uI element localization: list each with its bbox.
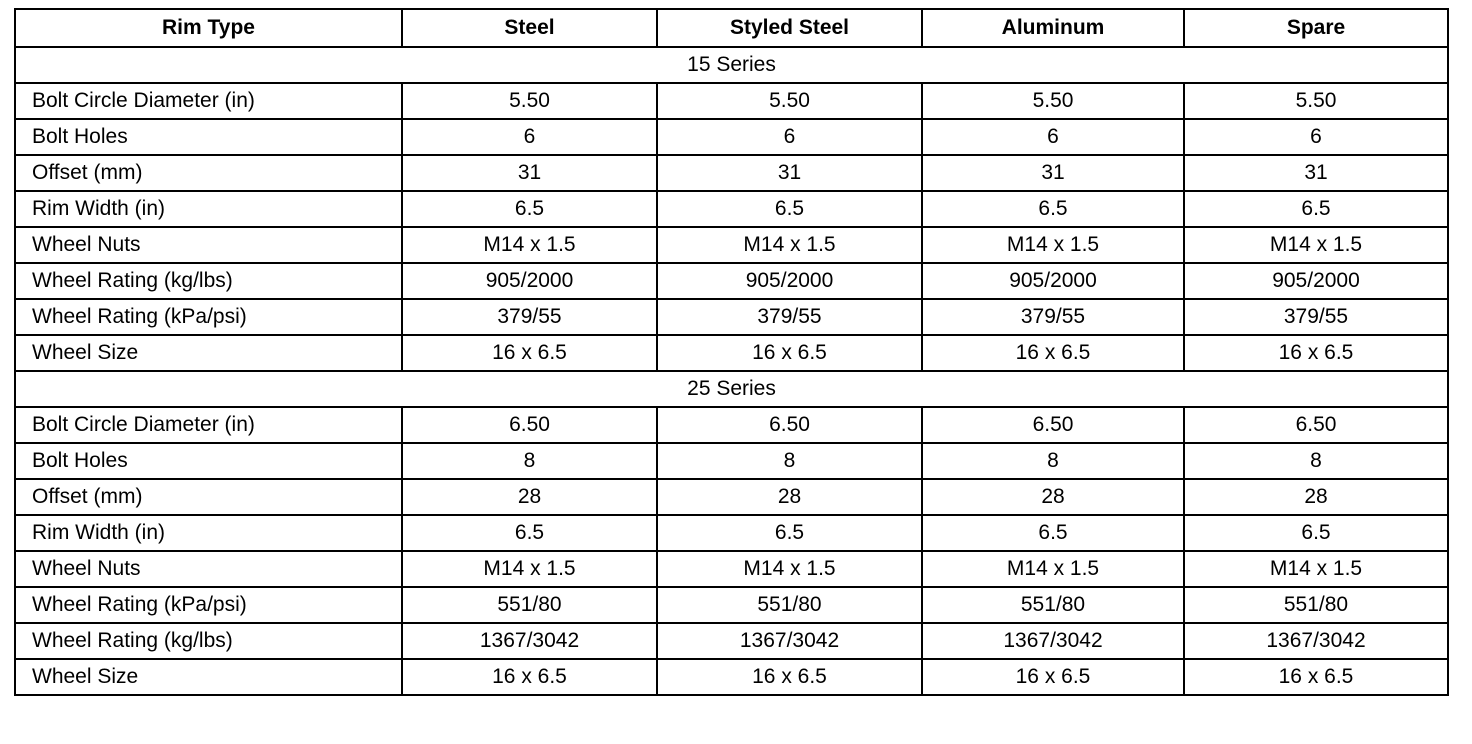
rim-spec-table [14,8,1449,696]
value-cell: 6.5 [1184,191,1448,227]
value-cell: 6.50 [402,407,657,443]
value-cell: 6.5 [1184,515,1448,551]
value-cell: M14 x 1.5 [657,551,922,587]
value-cell: 551/80 [402,587,657,623]
table-row [15,155,1448,191]
table-row [15,407,1448,443]
value-cell: 6.5 [402,515,657,551]
table-row [15,119,1448,155]
header-cell-spare: Spare [1184,9,1448,47]
value-cell: 5.50 [402,83,657,119]
value-cell: 905/2000 [402,263,657,299]
value-cell: 5.50 [922,83,1184,119]
section-row [15,47,1448,83]
table-row [15,659,1448,695]
value-cell: 5.50 [1184,83,1448,119]
value-cell: 16 x 6.5 [1184,335,1448,371]
value-cell: 16 x 6.5 [657,335,922,371]
row-label: Wheel Rating (kPa/psi) [15,299,402,335]
table-row [15,551,1448,587]
value-cell: 16 x 6.5 [402,335,657,371]
value-cell: 6.50 [922,407,1184,443]
value-cell: 16 x 6.5 [1184,659,1448,695]
value-cell: M14 x 1.5 [1184,551,1448,587]
table-row [15,227,1448,263]
header-cell-aluminum: Aluminum [922,9,1184,47]
value-cell: M14 x 1.5 [922,227,1184,263]
row-label: Wheel Nuts [15,227,402,263]
value-cell: 551/80 [1184,587,1448,623]
row-label: Wheel Size [15,335,402,371]
value-cell: 6.50 [1184,407,1448,443]
table-row [15,479,1448,515]
value-cell: 28 [402,479,657,515]
row-label: Bolt Holes [15,119,402,155]
value-cell: M14 x 1.5 [402,227,657,263]
value-cell: 8 [922,443,1184,479]
table-row [15,587,1448,623]
table-row [15,335,1448,371]
header-cell-rim-type: Rim Type [15,9,402,47]
value-cell: M14 x 1.5 [1184,227,1448,263]
row-label: Rim Width (in) [15,515,402,551]
table-row [15,443,1448,479]
value-cell: 6 [1184,119,1448,155]
value-cell: 6.5 [657,515,922,551]
value-cell: 16 x 6.5 [922,335,1184,371]
value-cell: 379/55 [657,299,922,335]
value-cell: 16 x 6.5 [922,659,1184,695]
table-row [15,83,1448,119]
value-cell: 6 [402,119,657,155]
row-label: Offset (mm) [15,155,402,191]
value-cell: 1367/3042 [402,623,657,659]
table-row [15,623,1448,659]
table-body [15,47,1448,695]
value-cell: 5.50 [657,83,922,119]
value-cell: 1367/3042 [657,623,922,659]
section-title: 25 Series [15,371,1448,407]
value-cell: M14 x 1.5 [402,551,657,587]
row-label: Bolt Circle Diameter (in) [15,83,402,119]
row-label: Rim Width (in) [15,191,402,227]
value-cell: 551/80 [657,587,922,623]
value-cell: M14 x 1.5 [657,227,922,263]
row-label: Wheel Size [15,659,402,695]
value-cell: 8 [402,443,657,479]
row-label: Wheel Rating (kg/lbs) [15,263,402,299]
section-row [15,371,1448,407]
row-label: Wheel Rating (kg/lbs) [15,623,402,659]
value-cell: 28 [1184,479,1448,515]
row-label: Wheel Rating (kPa/psi) [15,587,402,623]
value-cell: 6.5 [402,191,657,227]
header-row [15,9,1448,47]
value-cell: 551/80 [922,587,1184,623]
row-label: Offset (mm) [15,479,402,515]
header-cell-steel: Steel [402,9,657,47]
section-title: 15 Series [15,47,1448,83]
value-cell: 8 [1184,443,1448,479]
value-cell: 6.5 [657,191,922,227]
row-label: Wheel Nuts [15,551,402,587]
value-cell: 28 [922,479,1184,515]
value-cell: M14 x 1.5 [922,551,1184,587]
value-cell: 379/55 [922,299,1184,335]
table-row [15,191,1448,227]
header-cell-styled-steel: Styled Steel [657,9,922,47]
value-cell: 6.5 [922,515,1184,551]
value-cell: 905/2000 [922,263,1184,299]
table-row [15,263,1448,299]
table-row [15,299,1448,335]
value-cell: 905/2000 [657,263,922,299]
value-cell: 1367/3042 [1184,623,1448,659]
value-cell: 6 [657,119,922,155]
value-cell: 6 [922,119,1184,155]
value-cell: 31 [1184,155,1448,191]
value-cell: 31 [402,155,657,191]
value-cell: 8 [657,443,922,479]
row-label: Bolt Circle Diameter (in) [15,407,402,443]
value-cell: 379/55 [1184,299,1448,335]
value-cell: 1367/3042 [922,623,1184,659]
row-label: Bolt Holes [15,443,402,479]
value-cell: 31 [657,155,922,191]
value-cell: 16 x 6.5 [402,659,657,695]
table-row [15,515,1448,551]
value-cell: 905/2000 [1184,263,1448,299]
value-cell: 28 [657,479,922,515]
value-cell: 6.5 [922,191,1184,227]
value-cell: 16 x 6.5 [657,659,922,695]
value-cell: 6.50 [657,407,922,443]
value-cell: 379/55 [402,299,657,335]
value-cell: 31 [922,155,1184,191]
